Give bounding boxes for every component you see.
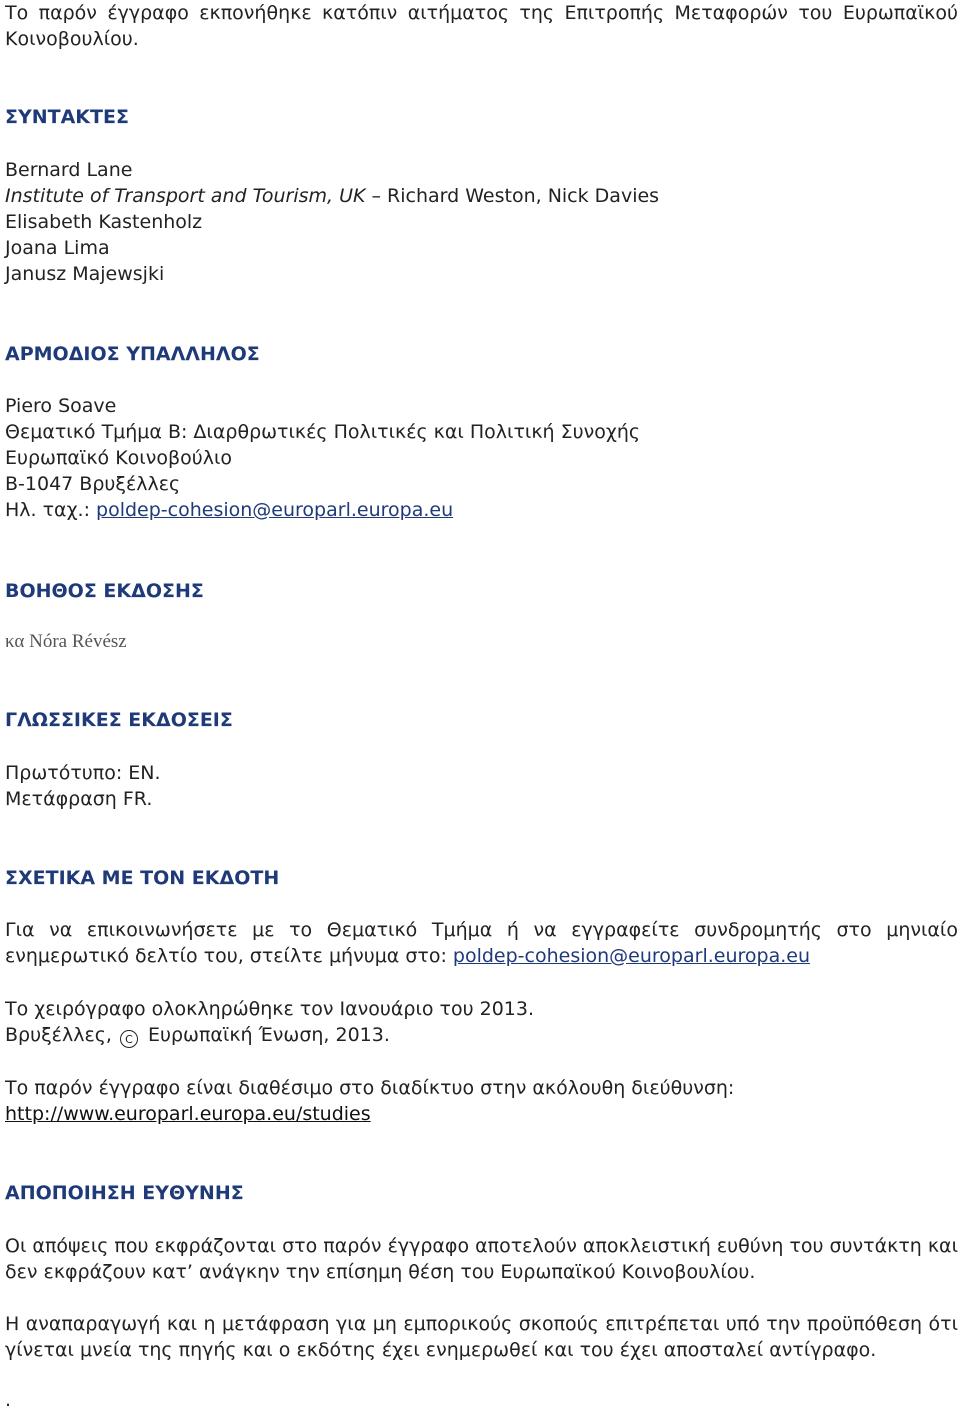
languages-details <box>5 760 958 812</box>
language-original: Πρωτότυπο: EN. <box>5 762 161 784</box>
official-name: Piero Soave <box>5 395 117 417</box>
copyright-text: Ευρωπαϊκή Ένωση, 2013. <box>141 1024 390 1046</box>
contact-text: ενημερωτικό δελτίο του, στείλτε μήνυμα στο: <box>5 945 453 967</box>
studies-url-link[interactable]: http://www.europarl.europa.eu/studies <box>5 1103 371 1125</box>
official-email-line <box>5 497 958 523</box>
contact-line: Για να επικοινωνήσετε με το Θεματικό Τμήμα ή να εγγραφείτε συνδρομητής στο μηνιαίο <box>5 919 958 941</box>
editorial-heading: ΒΟΗΘΟΣ ΕΚΔΟΣΗΣ <box>5 580 204 602</box>
author-names: – Richard Weston, Nick Davies <box>365 185 660 207</box>
author-line <box>5 183 958 209</box>
authors-heading: ΣΥΝΤΑΚΤΕΣ <box>5 106 129 128</box>
about-contact <box>5 917 958 969</box>
availability-text: Το παρόν έγγραφο είναι διαθέσιμο στο διαδίκτυο στην ακόλουθη διεύθυνση: <box>5 1077 735 1099</box>
official-address: B-1047 Βρυξέλλες <box>5 473 181 495</box>
authors-list <box>5 157 958 287</box>
official-department: Θεματικό Τμήμα Β: Διαρθρωτικές Πολιτικές και Πολιτική Συνοχής <box>5 421 641 443</box>
contact-email-link[interactable]: poldep-cohesion@europarl.europa.eu <box>452 945 810 967</box>
about-heading: ΣΧΕΤΙΚΑ ΜΕ ΤΟΝ ΕΚΔΟΤΗ <box>5 867 280 889</box>
author-institute: Institute of Transport and Tourism, UK <box>5 185 366 207</box>
disclaimer-heading: ΑΠΟΠΟΙΗΣΗ ΕΥΘΥΝΗΣ <box>5 1182 244 1204</box>
trailing-dot: . <box>5 1389 12 1411</box>
languages-heading: ΓΛΩΣΣΙΚΕΣ ΕΚΔΟΣΕΙΣ <box>5 709 233 731</box>
contact-line <box>5 943 958 969</box>
copyright-line <box>5 1022 958 1048</box>
disclaimer-paragraph-2: Η αναπαραγωγή και η μετάφραση για μη εμπορικούς σκοπούς επιτρέπεται υπό την προϋπόθεση ότι γίνεται μνεία της πηγής και ο εκδότης έχει ενημερωθεί και του έχει αποσταλεί αντίγραφο. <box>5 1313 958 1361</box>
disclaimer-paragraph-1: Οι απόψεις που εκφράζονται στο παρόν έγγραφο αποτελούν αποκλειστική ευθύνη του συντάκτη και δεν εκφράζουν κατ’ ανάγκην την επίσημη θέση του Ευρωπαϊκού Κοινοβουλίου. <box>5 1235 958 1283</box>
author-line: Joana Lima <box>5 237 110 259</box>
copyright-prefix: Βρυξέλλες, <box>5 1024 118 1046</box>
official-heading: ΑΡΜΟΔΙΟΣ ΥΠΑΛΛΗΛΟΣ <box>5 343 260 365</box>
author-line: Elisabeth Kastenholz <box>5 211 203 233</box>
copyright-icon: C <box>120 1030 138 1048</box>
about-dates <box>5 996 958 1048</box>
about-availability <box>5 1075 958 1127</box>
intro-paragraph: Το παρόν έγγραφο εκπονήθηκε κατόπιν αιτήματος της Επιτροπής Μεταφορών του Ευρωπαϊκού Κοινοβουλίου. <box>5 2 958 50</box>
completed-date: Το χειρόγραφο ολοκληρώθηκε τον Ιανουάριο του 2013. <box>5 998 535 1020</box>
language-translation: Μετάφραση FR. <box>5 788 153 810</box>
email-label: Ηλ. ταχ.: <box>5 499 97 521</box>
editorial-name: κα Nóra Révész <box>5 631 127 652</box>
author-line: Bernard Lane <box>5 159 133 181</box>
official-email-link[interactable]: poldep-cohesion@europarl.europa.eu <box>96 499 454 521</box>
author-line: Janusz Majewsjki <box>5 263 165 285</box>
official-details <box>5 393 958 523</box>
official-institution: Ευρωπαϊκό Κοινοβούλιο <box>5 447 233 469</box>
